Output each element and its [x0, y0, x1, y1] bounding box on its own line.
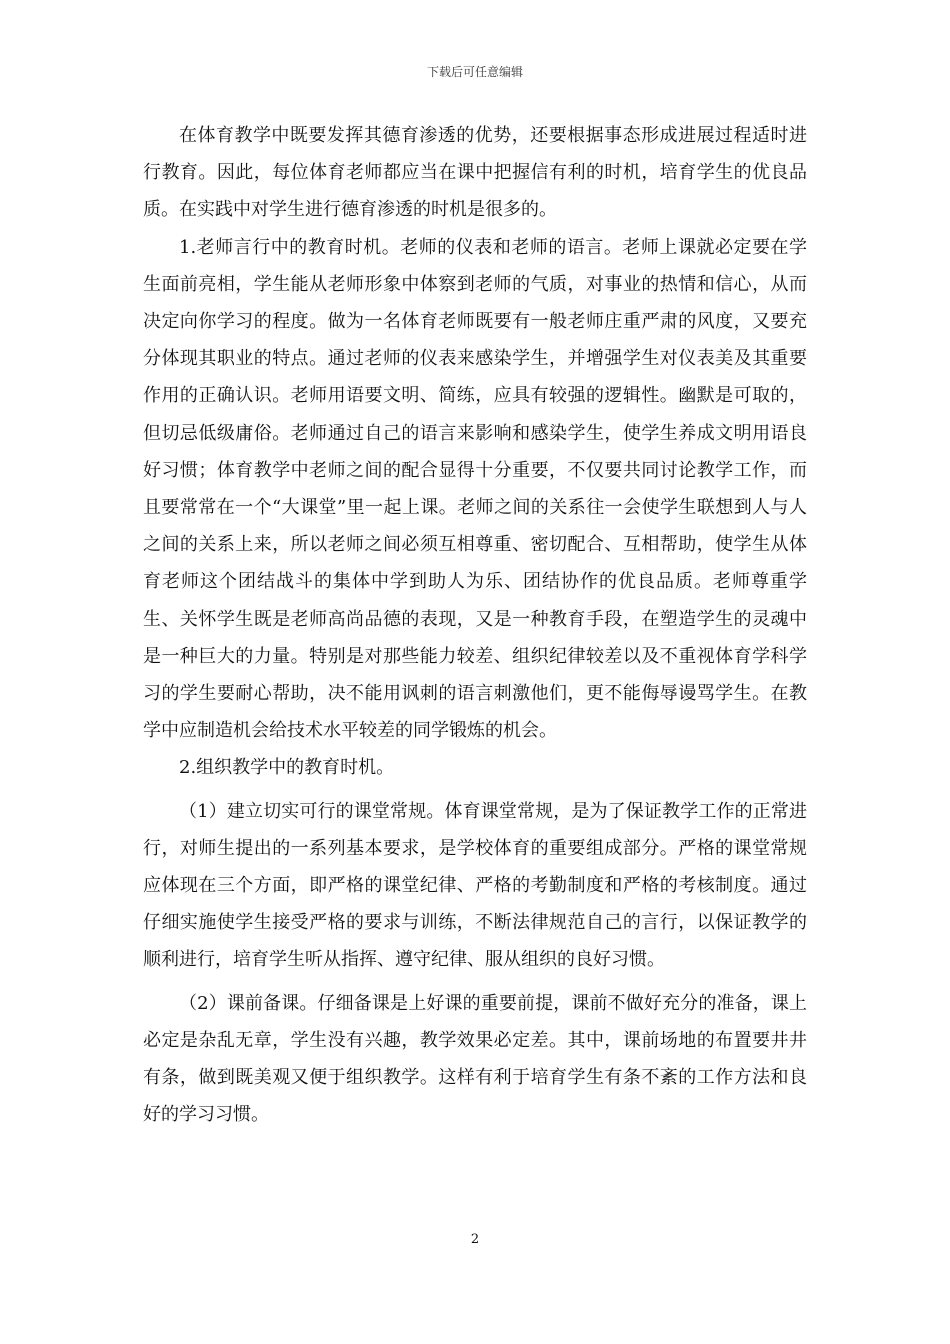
paragraph-organization-heading: 2.组织教学中的教育时机。: [179, 757, 395, 779]
paragraph-intro: 在体育教学中既要发挥其德育渗透的优势，还要根据事态形成进展过程适时进行教育。因此，每位体育老师都应当在课中把握信有利的时机，培育学生的优良品质。在实践中对学生进行德育渗透的时机是很多的。: [143, 125, 807, 221]
page-header: 下载后可任意编辑: [426, 65, 523, 79]
page-number: 2: [470, 1232, 480, 1247]
paragraph-teacher-conduct: 1.老师言行中的教育时机。老师的仪表和老师的语言。老师上课就必定要在学生面前亮相，学生能从老师形象中体察到老师的气质，对事业的热情和信心，从而决定向你学习的程度。做为一名体育老师既要有一般老师庄重严肃的风度，又要充分体现其职业的特点。通过老师的仪表来感染学生，并增强学生对仪表美及其重要作用的正确认识。老师用语要文明、简练，应具有较强的逻辑性。幽默是可取的，但切忌低级庸俗。老师通过自己的语言来影响和感染学生，使学生养成文明用语良好习惯；体育教学中老师之间的配合显得十分重要，不仅要共同讨论教学工作，而且要常常在一个“大课堂”里一起上课。老师之间的关系往一会使学生联想到人与人之间的关系上来，所以老师之间必须互相尊重、密切配合、互相帮助，使学生从体育老师这个团结战斗的集体中学到助人为乐、团结协作的优良品质。老师尊重学生、关怀学生既是老师高尚品德的表现，又是一种教育手段，在塑造学生的灵魂中是一种巨大的力量。特别是对那些能力较差、组织纪律较差以及不重视体育学科学习的学生要耐心帮助，决不能用讽刺的语言刺激他们，更不能侮辱谩骂学生。在教学中应制造机会给技术水平较差的同学锻炼的机会。: [143, 236, 807, 742]
paragraph-classroom-rules: （1）建立切实可行的课堂常规。体育课堂常规，是为了保证教学工作的正常进行，对师生提出的一系列基本要求，是学校体育的重要组成部分。严格的课堂常规应体现在三个方面，即严格的课堂纪律、严格的考勤制度和严格的考核制度。通过仔细实施使学生接受严格的要求与训练，不断法律规范自己的言行，以保证教学的顺利进行，培育学生听从指挥、遵守纪律、服从组织的良好习惯。: [143, 800, 807, 971]
paragraph-lesson-preparation: （2）课前备课。仔细备课是上好课的重要前提，课前不做好充分的准备，课上必定是杂乱无章，学生没有兴趣，教学效果必定差。其中，课前场地的布置要井井有条，做到既美观又便于组织教学。这样有利于培育学生有条不紊的工作方法和良好的学习习惯。: [143, 992, 807, 1126]
document-body: [143, 117, 807, 1133]
